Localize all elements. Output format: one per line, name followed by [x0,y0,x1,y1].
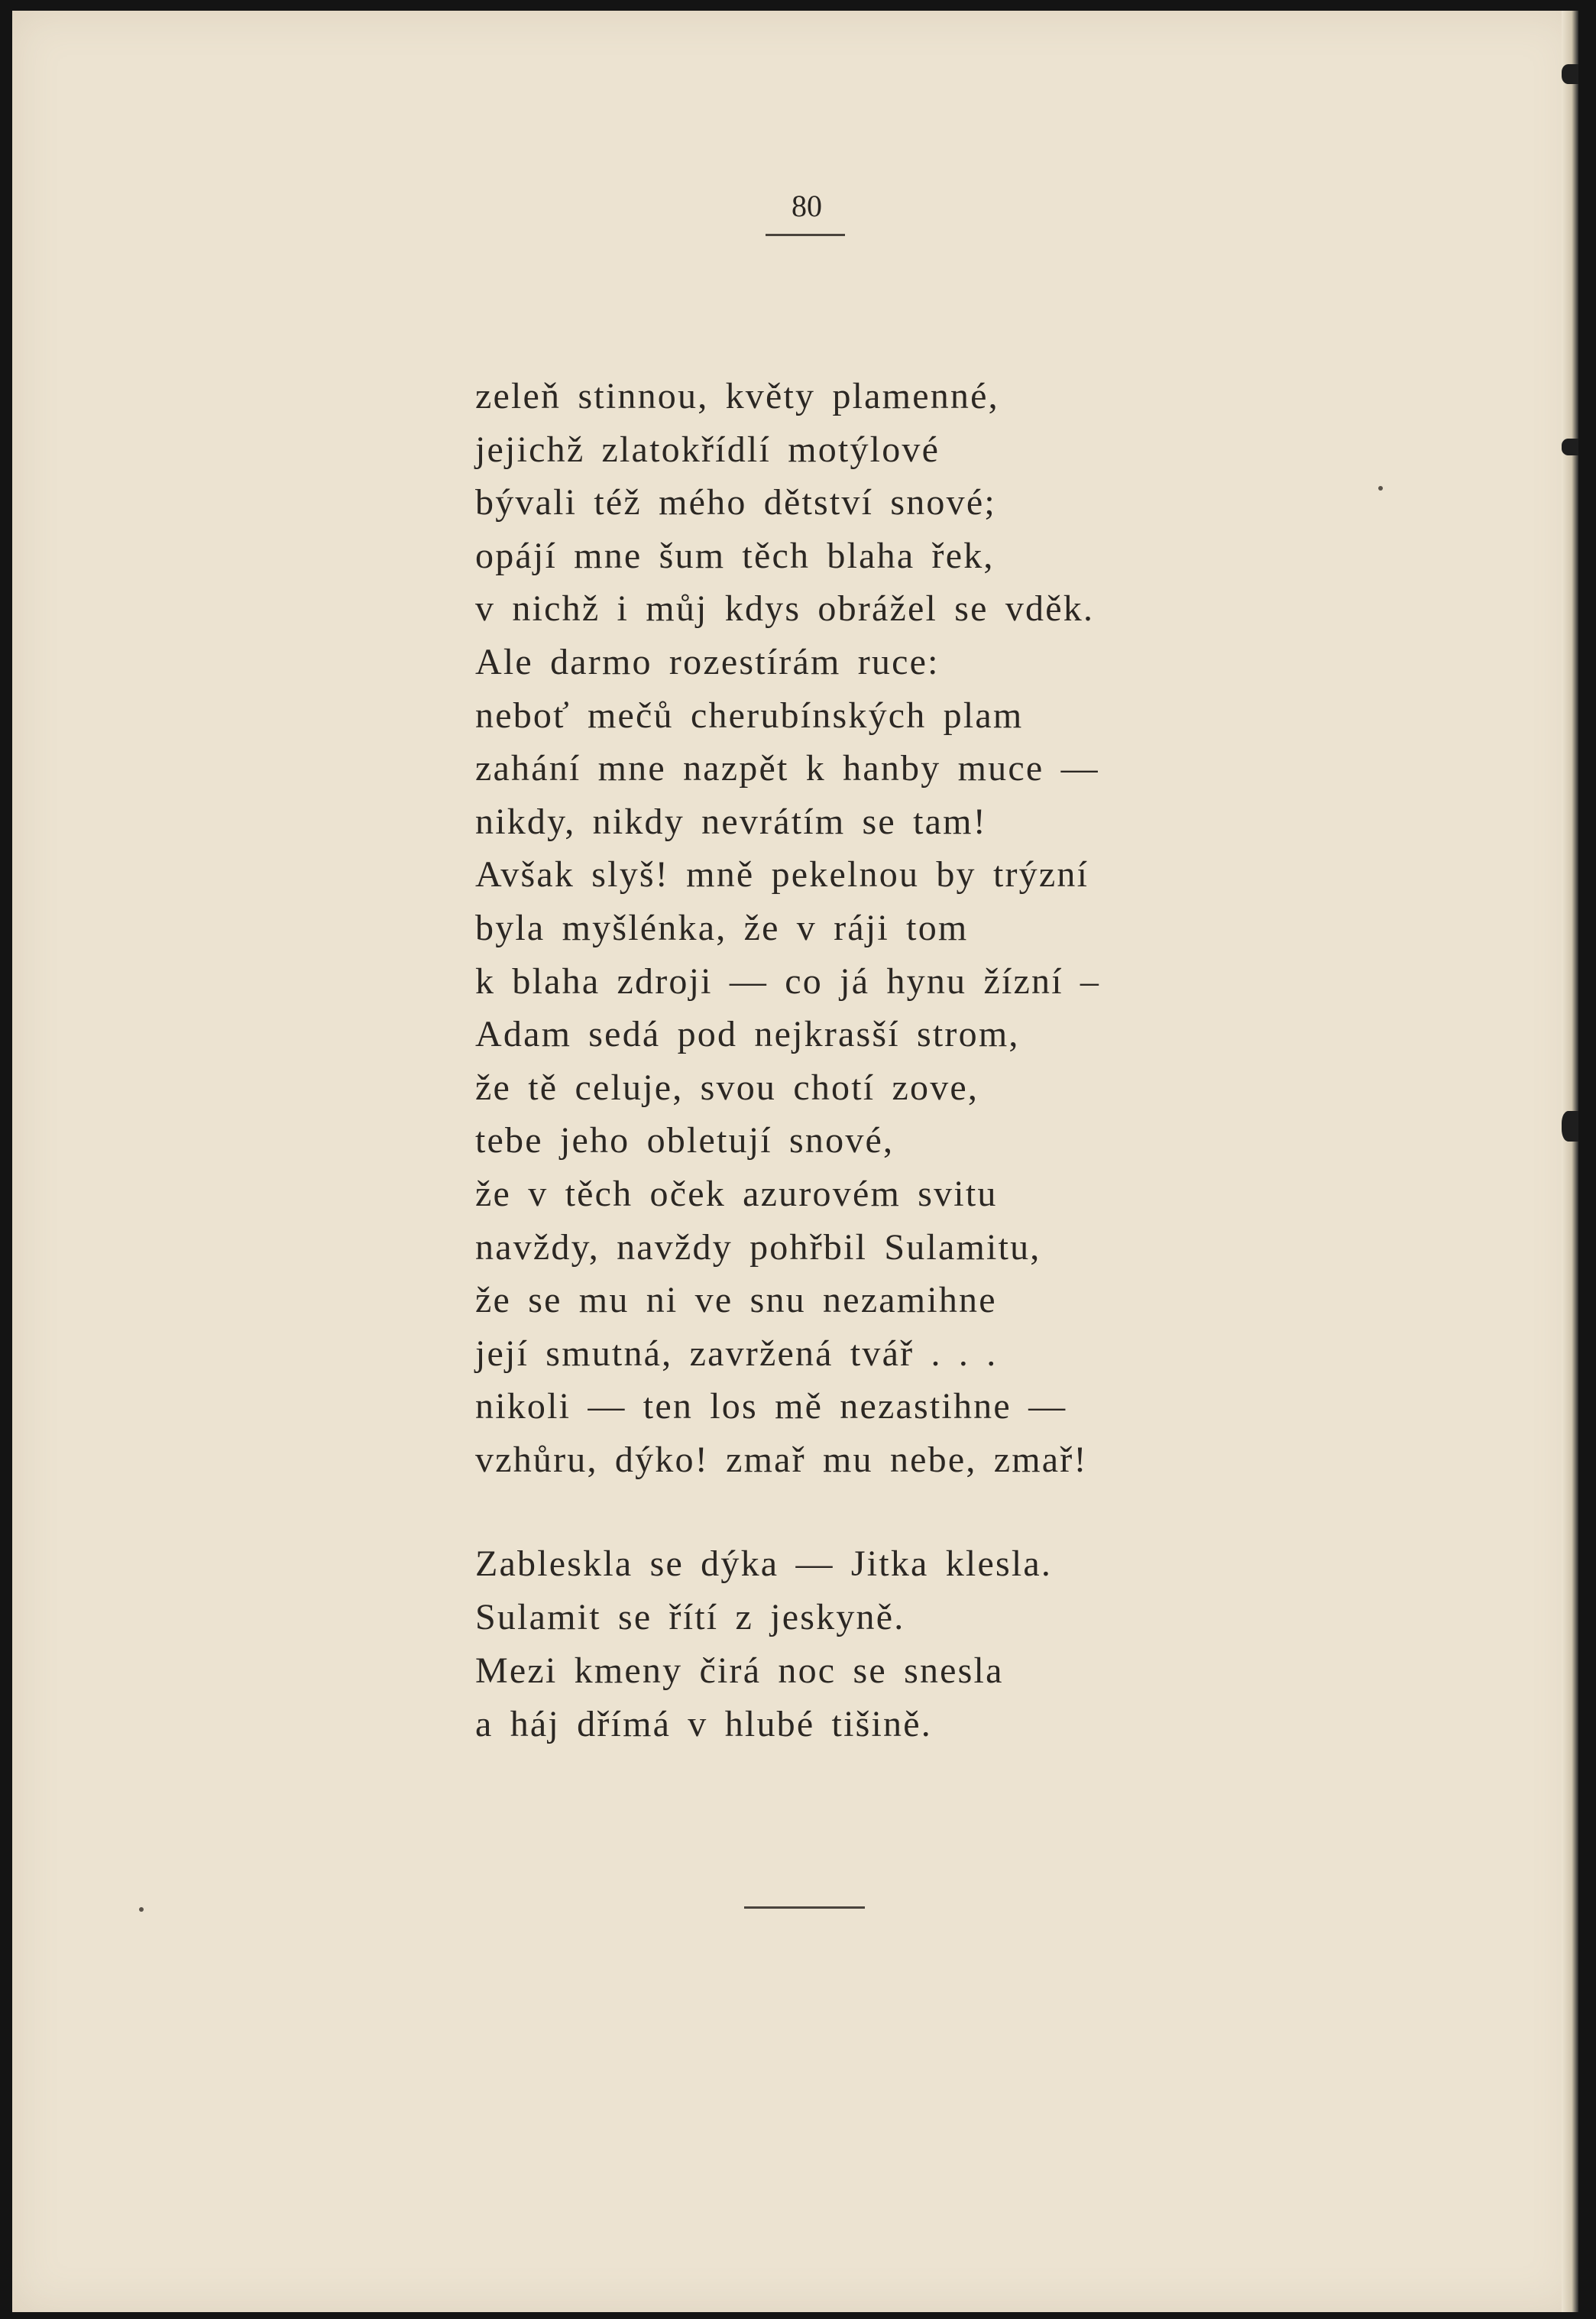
verse-line: že se mu ni ve snu nezamihne [475,1280,997,1321]
verse-line: zahání mne nazpět k hanby muce — [475,748,1099,789]
verse-line: zeleň stinnou, květy plamenné, [475,376,999,416]
verse-line: bývali též mého dětství snové; [475,482,996,523]
page-number: 80 [792,189,822,223]
page-edge-shadow [1562,11,1578,2312]
verse-line: Ale darmo rozestírám ruce: [475,641,940,682]
verse-line: nikoli — ten los mě nezastihne — [475,1386,1067,1427]
verse-line: tebe jeho obletují snové, [475,1120,895,1161]
paper-speck [139,1907,144,1912]
verse-line: a háj dřímá v hlubé tišině. [475,1704,932,1744]
verse-line: vzhůru, dýko! zmař mu nebe, zmař! [475,1439,1088,1480]
verse-line: nikdy, nikdy nevrátím se tam! [475,801,987,842]
verse-line: Avšak slyš! mně pekelnou by trýzní [475,854,1089,896]
edge-mark [1562,1111,1578,1142]
verse-line: v nichž i můj kdys obrážel se vděk. [475,588,1095,630]
verse-line: Mezi kmeny čirá noc se snesla [475,1650,1004,1691]
verse-line: neboť mečů cherubínských plam [475,695,1024,736]
stanza-2 [475,1537,1239,1751]
verse-line: Adam sedá pod nejkrasší strom, [475,1014,1020,1055]
verse-line: byla myšlénka, že v ráji tom [475,907,969,948]
verse-line: navždy, navždy pohřbil Sulamitu, [475,1226,1041,1268]
section-end-rule [744,1906,865,1909]
verse-line: k blaha zdroji — co já hynu žízní – [475,960,1101,1002]
verse-line: že v těch oček azurovém svitu [475,1173,998,1214]
paper-speck [1378,486,1383,491]
verse-line: její smutná, zavržená tvář . . . [475,1333,998,1374]
verse-line: opájí mne šum těch blaha řek, [475,535,995,576]
verse-line: že tě celuje, svou chotí zove, [475,1067,979,1108]
verse-line: jejichž zlatokřídlí motýlové [475,429,940,470]
edge-mark [1562,439,1578,455]
book-page [12,11,1578,2312]
stanza-1 [475,370,1239,1486]
page-number-rule [766,234,845,236]
verse-line: Sulamit se řítí z jeskyně. [475,1597,905,1637]
verse-line: Zableskla se dýka — Jitka klesla. [475,1543,1053,1584]
edge-mark [1562,64,1578,84]
